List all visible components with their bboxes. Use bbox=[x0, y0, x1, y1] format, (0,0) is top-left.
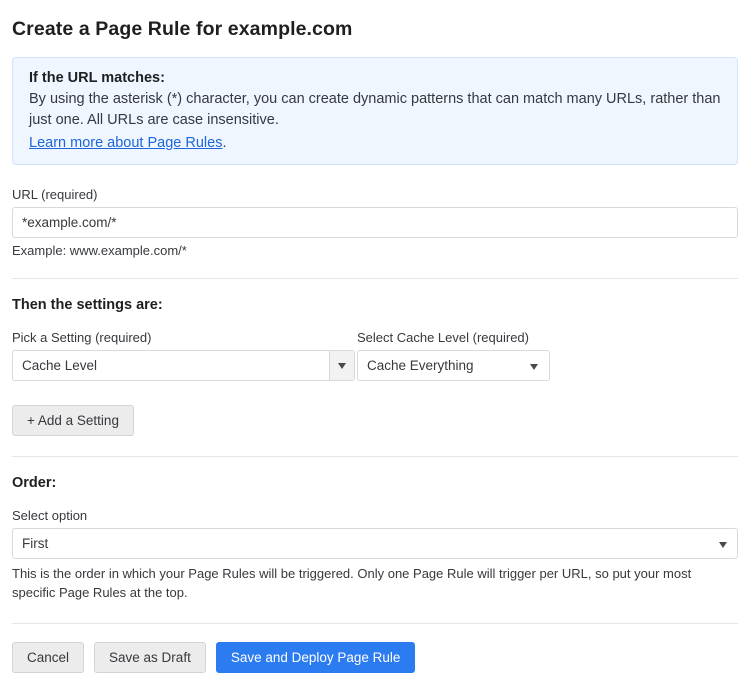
order-select-label: Select option bbox=[12, 508, 88, 524]
divider-settings bbox=[12, 278, 738, 279]
cache-level-label: Select Cache Level (required) bbox=[357, 330, 529, 346]
url-match-callout bbox=[12, 57, 738, 165]
url-field-help: Example: www.example.com/* bbox=[12, 243, 187, 259]
cache-level-value: Cache Everything bbox=[367, 358, 474, 374]
pick-setting-select[interactable] bbox=[12, 350, 355, 381]
page-title: Create a Page Rule for example.com bbox=[12, 18, 353, 40]
order-help-text: This is the order in which your Page Rules will be triggered. Only one Page Rule will trigger per URL, so put your most specific Page Rules at the top. bbox=[12, 566, 692, 600]
order-select-value: First bbox=[22, 536, 49, 552]
callout-body: By using the asterisk (*) character, you can create dynamic patterns that can match many URLs, rather than just one. All URLs are case insensitive. bbox=[29, 91, 721, 129]
form-actions bbox=[12, 642, 738, 673]
callout-link-row bbox=[29, 135, 723, 151]
url-input[interactable] bbox=[12, 207, 738, 238]
chevron-down-icon-order[interactable] bbox=[719, 542, 727, 548]
callout-title: If the URL matches: bbox=[29, 70, 165, 86]
learn-more-page-rules-link[interactable]: Learn more about Page Rules bbox=[29, 135, 223, 152]
save-as-draft-button[interactable]: Save as Draft bbox=[94, 642, 206, 673]
url-field-label: URL (required) bbox=[12, 187, 98, 203]
divider-actions bbox=[12, 623, 738, 624]
settings-row bbox=[12, 330, 738, 381]
pick-setting-value: Cache Level bbox=[22, 358, 98, 374]
chevron-down-icon-cache[interactable] bbox=[530, 364, 538, 370]
save-and-deploy-button[interactable]: Save and Deploy Page Rule bbox=[216, 642, 416, 673]
pick-setting-select-wrap bbox=[12, 350, 357, 381]
cache-level-column bbox=[357, 330, 557, 381]
divider-order bbox=[12, 456, 738, 457]
setting-column bbox=[12, 330, 357, 381]
settings-section-title: Then the settings are: bbox=[12, 297, 163, 314]
cache-level-select[interactable] bbox=[357, 350, 550, 381]
cache-level-select-wrap bbox=[357, 350, 557, 381]
pick-setting-label: Pick a Setting (required) bbox=[12, 330, 152, 346]
order-select-wrap bbox=[12, 528, 738, 559]
order-select[interactable] bbox=[12, 528, 738, 559]
cancel-button[interactable]: Cancel bbox=[12, 642, 84, 673]
add-setting-button[interactable]: + Add a Setting bbox=[12, 405, 134, 436]
chevron-down-icon-setting[interactable] bbox=[329, 351, 354, 380]
callout-link-period: . bbox=[222, 135, 227, 152]
order-section-title: Order: bbox=[12, 475, 57, 492]
caret-shape bbox=[338, 363, 346, 369]
